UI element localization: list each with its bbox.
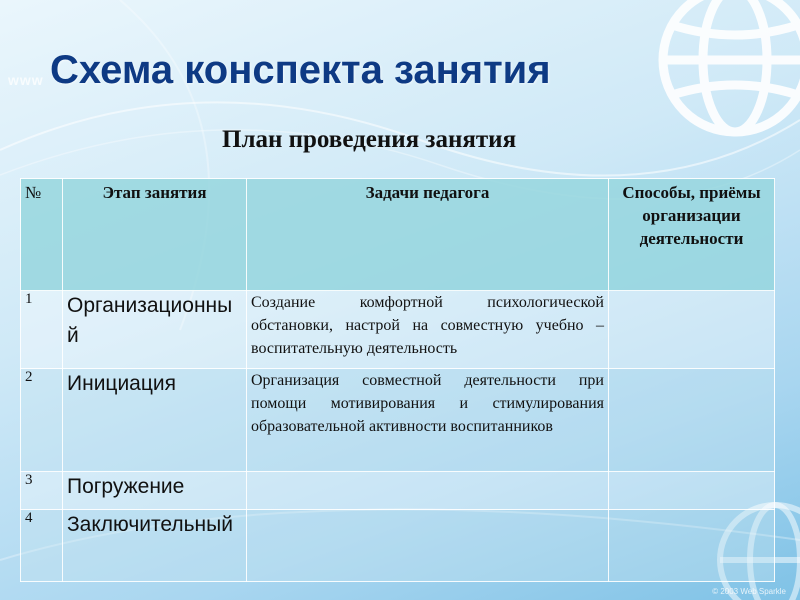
row-stage: Организационный bbox=[63, 291, 247, 369]
row-methods bbox=[609, 291, 775, 369]
row-stage: Заключительный bbox=[63, 510, 247, 582]
table-row bbox=[21, 369, 775, 472]
row-methods bbox=[609, 472, 775, 510]
row-tasks: Создание комфортной психологической обстановки, настрой на совместную учебно – воспитательную деятельность bbox=[247, 291, 609, 369]
slide-title: Схема конспекта занятия bbox=[50, 48, 551, 92]
header-stage: Этап занятия bbox=[63, 179, 247, 291]
row-tasks bbox=[247, 510, 609, 582]
table-row bbox=[21, 291, 775, 369]
globe-icon bbox=[663, 0, 800, 132]
row-stage: Инициация bbox=[63, 369, 247, 472]
table-header-row bbox=[21, 179, 775, 291]
row-tasks bbox=[247, 472, 609, 510]
row-stage: Погружение bbox=[63, 472, 247, 510]
table-row bbox=[21, 510, 775, 582]
row-number: 3 bbox=[21, 472, 63, 510]
header-tasks: Задачи педагога bbox=[247, 179, 609, 291]
row-methods bbox=[609, 369, 775, 472]
background-web-text: www bbox=[8, 72, 44, 88]
lesson-plan-table bbox=[20, 178, 775, 582]
row-tasks: Организация совместной деятельности при помощи мотивирования и стимулирования образовательной активности воспитанников bbox=[247, 369, 609, 472]
row-number: 4 bbox=[21, 510, 63, 582]
header-methods: Способы, приёмы организации деятельности bbox=[609, 179, 775, 291]
header-number: № bbox=[21, 179, 63, 291]
copyright-text: © 2003 Web Sparkle bbox=[712, 587, 786, 596]
row-number: 2 bbox=[21, 369, 63, 472]
row-methods bbox=[609, 510, 775, 582]
plan-subtitle: План проведения занятия bbox=[222, 126, 517, 153]
row-number: 1 bbox=[21, 291, 63, 369]
table-row bbox=[21, 472, 775, 510]
